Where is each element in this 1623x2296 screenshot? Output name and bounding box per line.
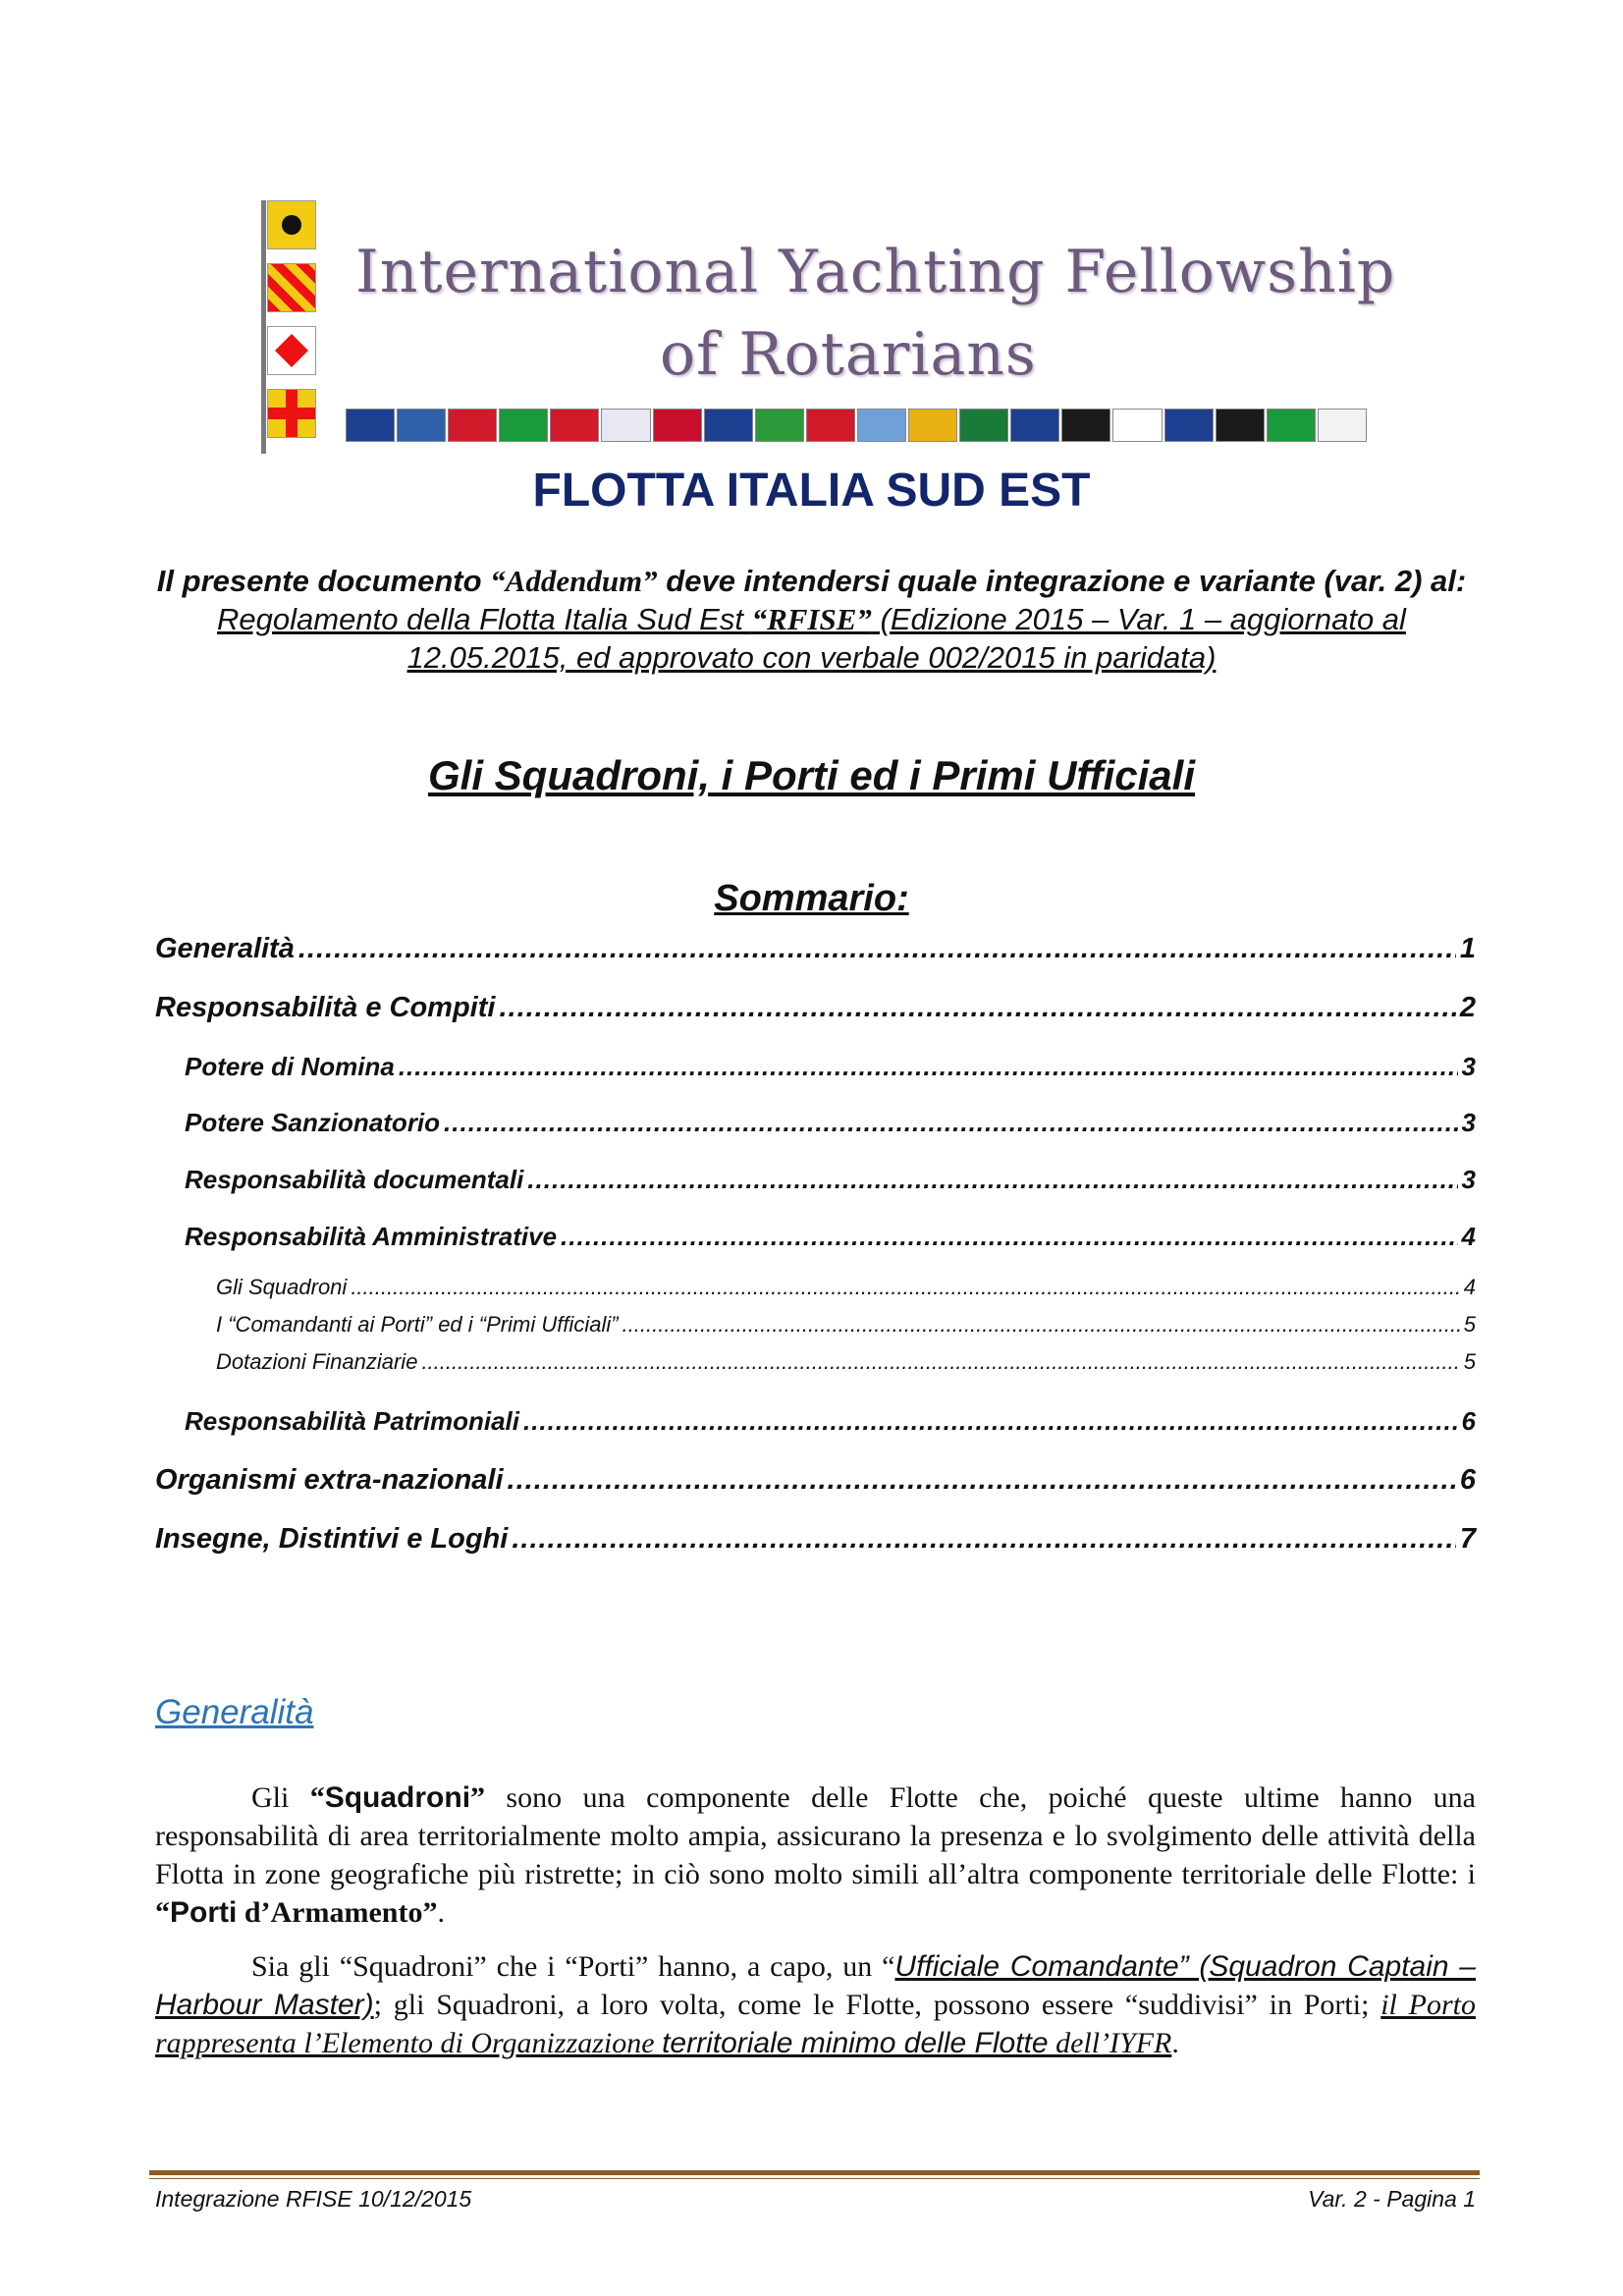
text-run: Gli <box>251 1781 310 1814</box>
toc-entry[interactable] <box>155 1052 1476 1082</box>
text-run: . <box>437 1896 445 1929</box>
intro-line-3: 12.05.2015, ed approvato con verbale 002/2015 in paridata) <box>406 640 1217 675</box>
toc-entry[interactable] <box>155 1406 1476 1437</box>
text-run: sono una componente delle Flotte che, poiché queste ultime hanno una responsabilità di area territorialmente molto ampia, assicurano la presenza e lo svolgimento delle attività della Flotta in zone geografiche più ristrette; in ciò sono molto simili all’altra componente territoriale delle Flotte: i <box>155 1781 1476 1890</box>
term-squadroni: Squadroni <box>324 1781 471 1814</box>
signal-flag-icon <box>267 389 316 438</box>
intro-rfise: “RFISE” <box>751 602 872 636</box>
toc-entry-page: 6 <box>1461 1406 1476 1436</box>
intro-text: Il presente documento <box>156 564 491 598</box>
emphasis-porto: il Porto rappresenta l’Elemento di Organizzazione <box>155 1989 1476 2059</box>
text-run: ; gli Squadroni, a loro volta, come le Flotte, possono essere “suddivisi” in Porti; <box>373 1989 1381 2021</box>
toc-entry[interactable] <box>155 1523 1476 1556</box>
toc-entry-label: Responsabilità e Compiti <box>155 992 496 1023</box>
country-flag-icon <box>704 409 753 442</box>
country-flag-icon <box>959 409 1008 442</box>
footer-document-ref: Integrazione RFISE 10/12/2015 <box>155 2186 472 2212</box>
country-flag-icon <box>601 409 650 442</box>
toc-entry-page: 1 <box>1459 933 1476 964</box>
country-flag-icon <box>1267 409 1316 442</box>
toc-entry-label: Insegne, Distintivi e Loghi <box>155 1523 509 1555</box>
term-armamento: d’Armamento” <box>237 1896 438 1929</box>
country-flag-icon <box>448 409 497 442</box>
term-porti: Porti <box>170 1896 238 1929</box>
body-paragraph-1 <box>155 1778 1476 1932</box>
text-run: Sia gli “Squadroni” che i “Porti” hanno, a capo, un “ <box>251 1950 895 1983</box>
toc-leader-dots <box>523 1406 1458 1437</box>
country-flag-icon <box>1318 409 1367 442</box>
term-ufficiale-comandante: Ufficiale Comandante” (Squadron Captain – Harbour Master) <box>155 1950 1476 2021</box>
country-flag-icon <box>1112 409 1162 442</box>
toc-leader-dots <box>527 1165 1457 1195</box>
toc-entry[interactable] <box>155 1464 1476 1497</box>
toc-leader-dots <box>508 1464 1456 1497</box>
toc-entry-page: 5 <box>1463 1312 1476 1337</box>
toc-entry[interactable] <box>155 1108 1476 1138</box>
country-flag-icon <box>857 409 906 442</box>
intro-text: deve intendersi quale integrazione e variante (var. 2) al: <box>657 564 1467 598</box>
country-flag-icon <box>550 409 599 442</box>
iyfr-logo <box>257 194 1396 460</box>
toc-leader-dots <box>351 1275 1459 1300</box>
toc-entry[interactable] <box>155 933 1476 965</box>
document-subtitle: Gli Squadroni, i Porti ed i Primi Ufficiali <box>427 752 1196 798</box>
toc-entry[interactable] <box>155 1275 1476 1300</box>
text-run: “ <box>309 1781 325 1814</box>
country-flag-icon <box>653 409 702 442</box>
toc-leader-dots <box>421 1349 1459 1375</box>
toc-entry-page: 6 <box>1459 1464 1476 1496</box>
footer-divider <box>149 2178 1480 2179</box>
logo-text-line2: of Rotarians <box>660 320 1037 389</box>
country-flags-strip <box>346 409 1367 442</box>
toc-entry-label: Organismi extra-nazionali <box>155 1464 504 1496</box>
country-flag-icon <box>1216 409 1265 442</box>
text-run: . <box>1171 2027 1179 2059</box>
country-flag-icon <box>908 409 957 442</box>
toc-entry[interactable] <box>155 1312 1476 1338</box>
emphasis-territoriale: territoriale minimo delle Flotte <box>662 2027 1049 2059</box>
country-flag-icon <box>397 409 446 442</box>
intro-text: Regolamento della Flotta Italia Sud Est <box>217 602 752 636</box>
toc-leader-dots <box>512 1523 1456 1556</box>
toc-entry-label: Potere di Nomina <box>185 1052 395 1081</box>
toc-entry-label: Gli Squadroni <box>216 1275 348 1299</box>
toc-entry-page: 4 <box>1463 1275 1476 1299</box>
toc-entry[interactable] <box>155 992 1476 1024</box>
toc-entry-page: 4 <box>1461 1222 1476 1251</box>
intro-line-1 <box>147 562 1476 600</box>
toc-entry-label: Dotazioni Finanziarie <box>216 1349 418 1374</box>
signal-flag-icon <box>267 200 316 249</box>
text-run: “ <box>155 1896 170 1929</box>
intro-addendum: “Addendum” <box>490 564 658 598</box>
toc-entry-page: 3 <box>1461 1052 1476 1081</box>
toc-entry-label: I “Comandanti ai Porti” ed i “Primi Ufficiali” <box>216 1312 619 1337</box>
toc-entry-page: 5 <box>1463 1349 1476 1374</box>
document-title: FLOTTA ITALIA SUD EST <box>532 465 1091 517</box>
text-run: ” <box>470 1781 486 1814</box>
country-flag-icon <box>806 409 855 442</box>
body-paragraph-2 <box>155 1947 1476 2062</box>
toc-entry-label: Generalità <box>155 933 295 964</box>
flag-pole <box>261 200 266 454</box>
signal-flag-icon <box>267 326 316 375</box>
toc-entry-page: 3 <box>1461 1108 1476 1137</box>
footer-page-number: Var. 2 - Pagina 1 <box>1308 2186 1476 2212</box>
logo-text-line1: International Yachting Fellowship <box>355 238 1396 306</box>
emphasis-iyfr: dell’IYFR <box>1048 2027 1172 2059</box>
toc-entry-label: Responsabilità documentali <box>185 1165 524 1194</box>
country-flag-icon <box>1164 409 1214 442</box>
toc-leader-dots <box>399 1052 1458 1082</box>
footer-divider <box>149 2170 1480 2175</box>
intro-line-2 <box>147 600 1476 638</box>
toc-entry-page: 7 <box>1459 1523 1476 1555</box>
toc-entry-label: Potere Sanzionatorio <box>185 1108 441 1137</box>
toc-leader-dots <box>561 1222 1458 1252</box>
toc-leader-dots <box>298 933 1456 965</box>
toc-leader-dots <box>622 1312 1460 1338</box>
section-heading-generalita: Generalità <box>155 1693 314 1731</box>
toc-entry[interactable] <box>155 1349 1476 1375</box>
toc-entry[interactable] <box>155 1165 1476 1195</box>
toc-entry-page: 3 <box>1461 1165 1476 1194</box>
toc-leader-dots <box>444 1108 1457 1138</box>
toc-entry-page: 2 <box>1459 992 1476 1023</box>
toc-leader-dots <box>499 992 1455 1024</box>
toc-entry-label: Responsabilità Amministrative <box>185 1222 558 1251</box>
toc-entry[interactable] <box>155 1222 1476 1252</box>
toc-entry-label: Responsabilità Patrimoniali <box>185 1406 519 1436</box>
toc-heading: Sommario: <box>714 878 909 919</box>
country-flag-icon <box>1010 409 1059 442</box>
country-flag-icon <box>499 409 548 442</box>
intro-paragraph <box>147 562 1476 677</box>
country-flag-icon <box>1061 409 1110 442</box>
country-flag-icon <box>755 409 804 442</box>
intro-text: (Edizione 2015 – Var. 1 – aggiornato al <box>871 602 1406 636</box>
signal-flag-icon <box>267 263 316 312</box>
country-flag-icon <box>346 409 395 442</box>
